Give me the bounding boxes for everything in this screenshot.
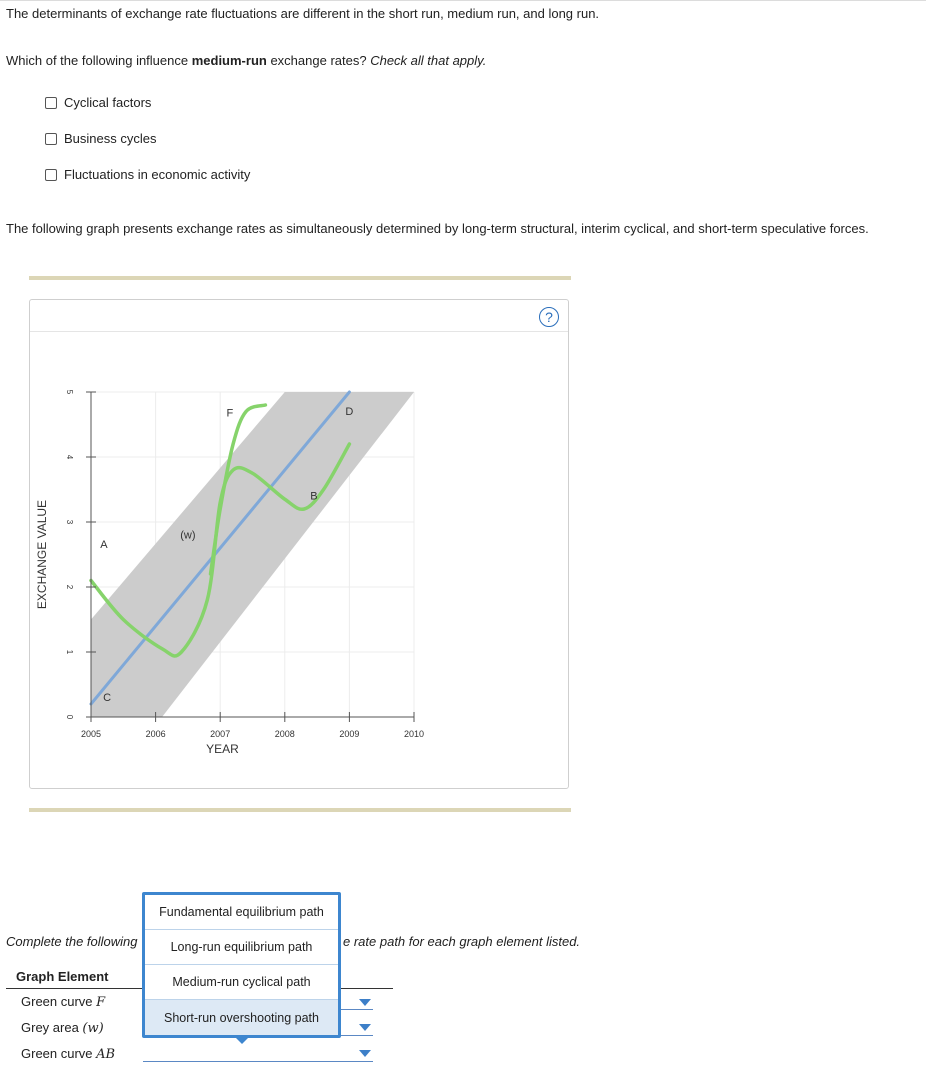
y-tick-label: 1 [65,649,74,655]
dropdown-pointer [234,1036,250,1044]
option-label: Cyclical factors [64,95,152,110]
x-tick-label: 2007 [210,729,231,739]
dropdown-menu [142,892,341,1038]
table-header-graph-element: Graph Element [16,969,109,984]
complete-instruction-end: e rate path for each graph element listed. [343,934,581,949]
chevron-down-icon[interactable] [359,1050,371,1057]
checkbox[interactable] [45,133,57,145]
question-suffix: exchange rates? [266,53,371,68]
help-icon[interactable]: ? [539,307,559,327]
x-tick-label: 2010 [403,729,425,739]
point-label-f: F [226,407,234,420]
row-label-text: Grey area [21,1020,83,1035]
graph-panel [29,299,569,789]
checkbox[interactable] [45,169,57,181]
question-instruction: Check all that apply. [370,53,487,68]
option-label: Business cycles [64,131,157,146]
x-tick-label: 2009 [339,729,360,739]
row-label-text: Green curve [21,1046,97,1061]
chevron-down-icon[interactable] [359,1024,371,1031]
x-tick-label: 2008 [274,729,295,739]
y-tick-label: 3 [65,519,74,525]
select-green-curve-ab[interactable] [143,1061,373,1062]
question-emphasis: medium-run [191,53,267,68]
y-axis-label: EXCHANGE VALUE [35,499,49,610]
row-label-grey-area-w [21,1020,104,1036]
option-business-cycles[interactable] [45,131,156,146]
graph-bottom-bar [29,808,571,812]
dropdown-option-fundamental[interactable]: Fundamental equilibrium path [145,895,338,930]
complete-instruction: Complete the following [6,934,138,949]
y-tick-label: 2 [65,584,74,590]
row-label-math: AB [96,1047,116,1062]
top-divider [0,0,926,1]
row-label-text: Green curve [21,994,97,1009]
row-label-green-curve-ab [21,1046,115,1062]
dropdown-option-long-run[interactable]: Long-run equilibrium path [145,930,338,965]
chart-band [91,392,414,717]
point-label-b: B [310,490,318,503]
x-axis-label: YEAR [206,742,239,756]
point-label-a: A [100,539,108,551]
y-tick-label: 4 [65,454,74,460]
checkbox[interactable] [45,97,57,109]
point-label-d: D [345,405,354,418]
option-fluctuations[interactable] [45,167,250,182]
point-label-w: (w) [180,529,196,542]
x-tick-label: 2006 [145,729,166,739]
intro-text: The determinants of exchange rate fluctuations are different in the short run, medium run, and long run. [6,6,600,21]
row-label-math: F [96,995,106,1010]
grey-area-w [91,392,414,717]
chevron-down-icon[interactable] [359,999,371,1006]
row-label-math: (w) [82,1021,104,1036]
x-tick-label: 2005 [80,729,102,739]
option-cyclical-factors[interactable] [45,95,151,110]
graph-intro-text: The following graph presents exchange rates as simultaneously determined by long-term structural, interim cyclical, and short-term speculative forces. [6,221,869,236]
graph-top-bar [29,276,571,280]
question-prefix: Which of the following influence [6,53,192,68]
question-text [6,53,486,68]
dropdown-option-medium-run[interactable]: Medium-run cyclical path [145,965,338,1000]
y-tick-label: 5 [65,389,74,395]
exchange-rate-chart [30,332,568,787]
point-label-c: C [103,691,112,704]
dropdown-option-short-run[interactable]: Short-run overshooting path [145,1000,338,1035]
option-label: Fluctuations in economic activity [64,167,251,182]
y-tick-label: 0 [65,714,74,720]
row-label-green-curve-f [21,994,105,1010]
